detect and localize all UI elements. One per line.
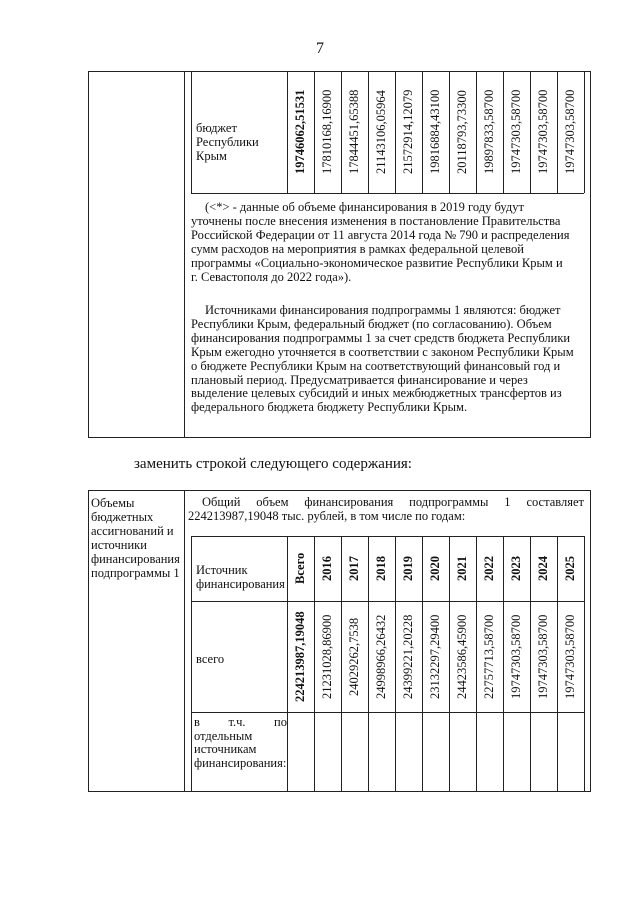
year-header-cell: 2022 <box>482 556 496 581</box>
sources-line: Республики Крым, федеральный бюджет (по согласованию). Объем <box>191 316 552 331</box>
year-header-cell: 2021 <box>455 556 469 581</box>
allocation-label: Объемы бюджетных ассигнований и источники финансирования подпрограммы 1 <box>91 496 180 580</box>
table-upper-column-divider <box>184 71 185 438</box>
note-line: г. Севастополя до 2022 года»). <box>191 269 352 284</box>
note-line: программы «Социально-экономическое развитие Республики Крым и <box>191 255 563 270</box>
note-paragraph <box>191 201 584 284</box>
year-header-cell: 2024 <box>536 556 550 581</box>
budget-value-cell: 19747303,58700 <box>509 89 523 175</box>
intro-line: 224213987,19048 тыс. рублей, в том числе по годам: <box>188 508 466 523</box>
sources-line: плановый период. Предусматривается финансирование и через <box>191 372 528 387</box>
sources-line: Источниками финансирования подпрограммы 1 являются: бюджет <box>205 303 561 317</box>
total-value-cell: 24423586,45900 <box>455 614 469 699</box>
sources-line: Крым ежегодно уточняется в соответствии с законом Республики Крым <box>191 344 574 359</box>
row-total-label: всего <box>196 652 225 666</box>
note-line: уточнены после внесения изменения в постановление Правительства <box>191 213 561 228</box>
budget-value-cell: 19816884,43100 <box>428 89 442 175</box>
grid-total-bottom <box>191 712 584 713</box>
grid-left <box>191 536 192 792</box>
budget-value-cell: 17810168,16900 <box>320 89 334 175</box>
row-sources-text: в т.ч. по отдельным источникам финансирования: <box>194 715 287 770</box>
budget-value-cell: 17844451,65388 <box>347 89 361 175</box>
total-intro <box>188 496 584 524</box>
total-value-cell: 23132297,29400 <box>428 614 442 699</box>
year-header-cell: 2016 <box>320 556 334 581</box>
inner-row-bottom <box>191 193 584 194</box>
total-value-cell: 19747303,58700 <box>563 614 577 699</box>
sources-line: выделение целевых субсидий и иных межбюджетных трансфертов из <box>191 386 562 401</box>
year-header-cell: 2017 <box>347 556 361 581</box>
table-lower-column-divider <box>184 490 185 792</box>
intro-line: Общий объем финансирования подпрограммы 1 составляет <box>202 495 584 509</box>
grid-top <box>191 536 584 537</box>
total-value-cell: 24029262,7538 <box>347 617 361 696</box>
total-value-cell: 19747303,58700 <box>536 614 550 699</box>
budget-value-cell: 19897833,58700 <box>482 89 496 175</box>
replace-instruction: заменить строкой следующего содержания: <box>134 456 412 472</box>
year-column-divider <box>584 536 585 792</box>
total-value-cell: 224213987,19048 <box>293 611 307 702</box>
grid-header-bottom <box>191 601 584 602</box>
total-value-cell: 21231028,86900 <box>320 614 334 699</box>
sources-line: финансирования подпрограммы 1 за счет средств бюджета Республики <box>191 330 571 345</box>
budget-value-cell: 19747303,58700 <box>563 89 577 175</box>
budget-row-label: бюджет Республики Крым <box>196 121 259 163</box>
total-value-cell: 19747303,58700 <box>509 614 523 699</box>
sources-line: о бюджете Республики Крым на соответствующий финансовый год и <box>191 358 561 373</box>
row-sources-label <box>194 716 287 770</box>
budget-value-cell: 21143106,05964 <box>374 90 388 174</box>
note-line: (<*> - данные об объеме финансирования в 2019 году будут <box>205 200 524 214</box>
sources-paragraph <box>191 304 584 415</box>
page-number: 7 <box>316 40 324 57</box>
note-line: сумм расходов на мероприятия в рамках федеральной целевой <box>191 241 524 256</box>
sources-line: федерального бюджета бюджету Республики Крым. <box>191 400 468 415</box>
budget-value-cell: 21572914,12079 <box>401 89 415 175</box>
year-header-cell: 2023 <box>509 556 523 581</box>
year-header-cell: 2018 <box>374 556 388 581</box>
budget-value-cell: 19747303,58700 <box>536 89 550 175</box>
year-header-cell: 2025 <box>563 556 577 581</box>
year-header-cell: 2019 <box>401 556 415 581</box>
total-value-cell: 22757713,58700 <box>482 614 496 699</box>
inner-row-divider <box>191 71 192 193</box>
budget-value-cell: 20118793,73300 <box>455 90 469 174</box>
value-column-divider <box>584 71 585 193</box>
year-header-cell: 2020 <box>428 556 442 581</box>
note-line: Российской Федерации от 11 августа 2014 года № 790 и распределения <box>191 227 570 242</box>
source-header: Источник финансирования <box>196 563 285 591</box>
total-value-cell: 24399221,20228 <box>401 614 415 699</box>
year-header-cell: Всего <box>293 552 307 585</box>
total-value-cell: 24998966,26432 <box>374 614 388 699</box>
budget-value-cell: 19746062,51531 <box>293 89 307 175</box>
